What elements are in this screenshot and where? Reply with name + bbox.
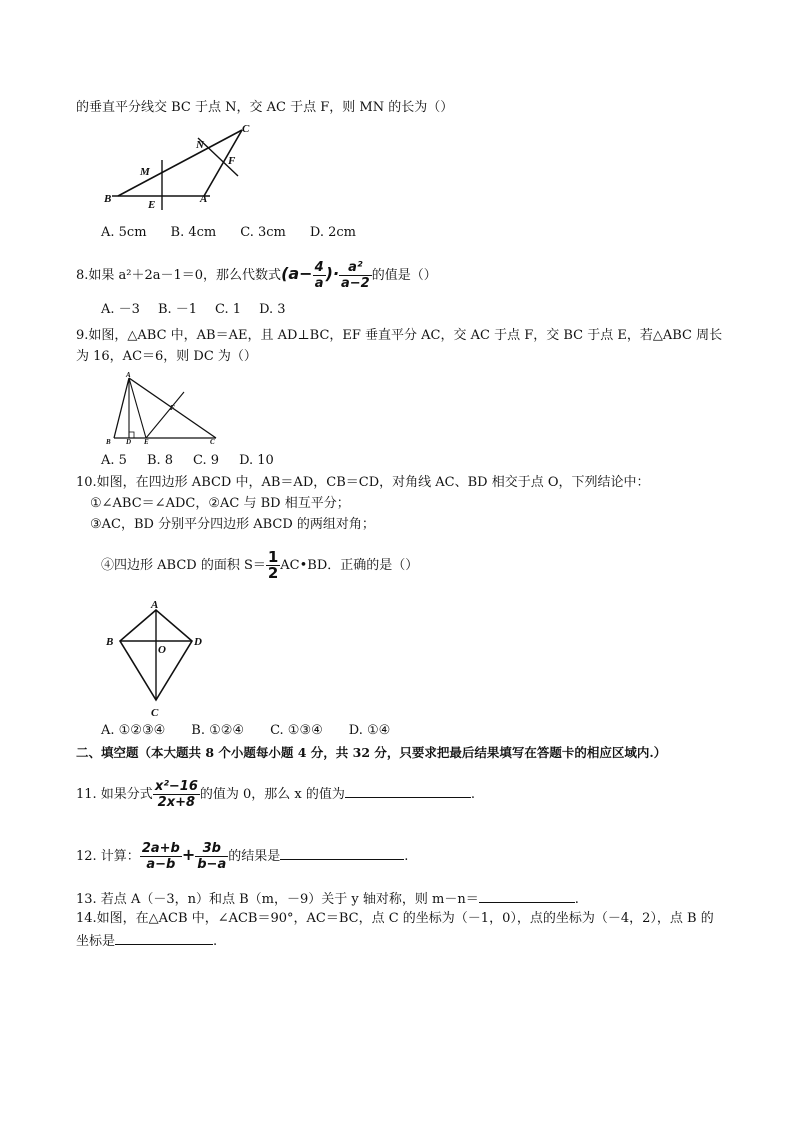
q13-text	[76, 890, 579, 908]
q10-frac-num: 1	[267, 548, 279, 566]
q11-text	[76, 776, 475, 814]
q9-label-d: D	[126, 438, 132, 446]
q10-label-o: O	[158, 644, 166, 656]
q12-frac1-den: a−b	[146, 857, 176, 872]
q10-option-d[interactable]: D. ①④	[348, 723, 391, 738]
q9-label-c: C	[210, 438, 215, 446]
q10-line4-suffix: AC•BD．正确的是（）	[280, 558, 419, 573]
q9-line1: 9.如图，△ABC 中，AB＝AE，且 AD⊥BC，EF 垂直平分 AC，交 AC 于点 F，交 BC 于点 E，若△ABC 周长	[76, 328, 723, 343]
q10-line3: ③AC，BD 分别平分四边形 ABCD 的两组对角；	[90, 517, 375, 532]
q9-label-f: F	[170, 404, 175, 412]
q11-end: .	[470, 787, 476, 802]
q12-frac1	[140, 841, 182, 872]
q8-options	[101, 302, 310, 318]
q9-options	[101, 453, 298, 469]
q9-label-b: B	[106, 438, 111, 446]
q9-line2: 为 16，AC＝6，则 DC 为（）	[76, 349, 257, 364]
q9-option-d[interactable]: D. 10	[239, 453, 274, 468]
q9-figure	[104, 370, 224, 446]
q12-prefix: 12. 计算：	[76, 849, 140, 864]
q10-label-a: A	[151, 599, 159, 611]
q10-line2: ①∠ABC＝∠ADC，②AC 与 BD 相互平分；	[90, 496, 350, 511]
q14-line1: 14.如图，在△ACB 中，∠ACB＝90°，AC＝BC，点 C 的坐标为（－1，0），点的坐标为（－4，2），点 B 的	[76, 911, 714, 926]
q11-frac-den: 2x+8	[157, 795, 196, 810]
q13-answer-blank[interactable]	[479, 890, 575, 903]
q14-line2	[76, 932, 217, 950]
q10-line4	[101, 548, 418, 584]
q10-frac-den: 2	[267, 564, 279, 582]
q7-label-e: E	[148, 199, 156, 211]
q12-answer-blank[interactable]	[280, 847, 404, 860]
q10-label-d: D	[194, 636, 202, 648]
q12-frac1-num: 2a+b	[141, 841, 180, 856]
q7-option-d[interactable]: D. 2cm	[309, 225, 356, 240]
q12-frac2-num: 3b	[195, 841, 228, 857]
q9-label-e: E	[144, 438, 149, 446]
q8-frac2	[339, 260, 372, 291]
q7-label-a: A	[200, 193, 208, 205]
q12-frac2-den: b−a	[197, 857, 227, 872]
q7-options	[101, 225, 380, 241]
q10-figure	[100, 596, 220, 720]
q9-option-a[interactable]: A. 5	[101, 453, 127, 468]
q8-frac1-num: 4	[314, 260, 324, 275]
q14-answer-blank[interactable]	[115, 932, 213, 945]
q12-text	[76, 836, 408, 874]
q8-frac2-num: a²	[339, 260, 372, 276]
q8-expr-dot: )·	[325, 264, 340, 283]
q11-frac-num: x²−16	[154, 779, 198, 794]
q13-question: 13. 若点 A（－3，n）和点 B（m，－9）关于 y 轴对称，则 m－n＝	[76, 892, 479, 907]
q12-end: .	[404, 849, 409, 864]
q11-suffix: 的值为 0，那么 x 的值为	[199, 787, 345, 802]
q12-frac2	[195, 841, 228, 872]
q12-suffix: 的结果是	[228, 849, 281, 864]
q7-label-c: C	[242, 123, 250, 135]
q11-prefix: 11. 如果分式	[76, 787, 153, 802]
q12-plus: +	[181, 845, 196, 864]
q11-frac	[153, 779, 200, 810]
q13-end: .	[574, 892, 579, 907]
q8-prefix: 8.如果 a²＋2a－1＝0，那么代数式	[76, 268, 282, 283]
q8-option-b[interactable]: B. －1	[157, 302, 198, 317]
q7-label-b: B	[104, 193, 112, 205]
q7-label-m: M	[140, 166, 150, 178]
q8-option-a[interactable]: A. －3	[101, 302, 140, 317]
q10-line4-prefix: ④四边形 ABCD 的面积 S＝	[101, 558, 266, 573]
section-2-heading: 二、填空题（本大题共 8 个小题每小题 4 分，共 32 分，只要求把最后结果填写在答题卡的相应区域内.）	[76, 745, 667, 760]
q9-label-a: A	[126, 371, 131, 379]
q10-label-b: B	[106, 636, 114, 648]
q7-option-c[interactable]: C. 3cm	[240, 225, 286, 240]
q8-text	[76, 256, 437, 292]
q14-line2-text: 坐标是	[76, 934, 116, 949]
q8-option-d[interactable]: D. 3	[259, 302, 286, 317]
q10-option-a[interactable]: A. ①②③④	[101, 723, 166, 738]
q8-expr-open: (a−	[281, 264, 313, 283]
q10-option-c[interactable]: C. ①③④	[270, 723, 323, 738]
q11-answer-blank[interactable]	[345, 785, 471, 798]
q8-option-c[interactable]: C. 1	[215, 302, 242, 317]
q8-frac1	[313, 260, 326, 291]
q10-option-b[interactable]: B. ①②④	[191, 723, 245, 738]
q8-frac2-den: a−2	[341, 276, 370, 291]
q7-label-n: N	[196, 139, 204, 151]
q10-label-c: C	[151, 707, 159, 719]
q10-frac	[266, 550, 280, 581]
q9-option-c[interactable]: C. 9	[193, 453, 220, 468]
q7-option-b[interactable]: B. 4cm	[170, 225, 217, 240]
q7-figure	[100, 120, 260, 212]
q8-frac1-den: a	[314, 276, 324, 291]
q10-line1: 10.如图，在四边形 ABCD 中，AB＝AD，CB＝CD，对角线 AC、BD 相交于点 O，下列结论中：	[76, 475, 650, 490]
q14-end: .	[213, 934, 218, 949]
q10-options	[101, 723, 414, 739]
q9-option-b[interactable]: B. 8	[146, 453, 174, 468]
q8-suffix: 的值是（）	[371, 268, 437, 283]
q7-option-a[interactable]: A. 5cm	[101, 225, 147, 240]
q7-text: 的垂直平分线交 BC 于点 N，交 AC 于点 F，则 MN 的长为（）	[76, 100, 454, 115]
q7-label-f: F	[228, 155, 236, 167]
